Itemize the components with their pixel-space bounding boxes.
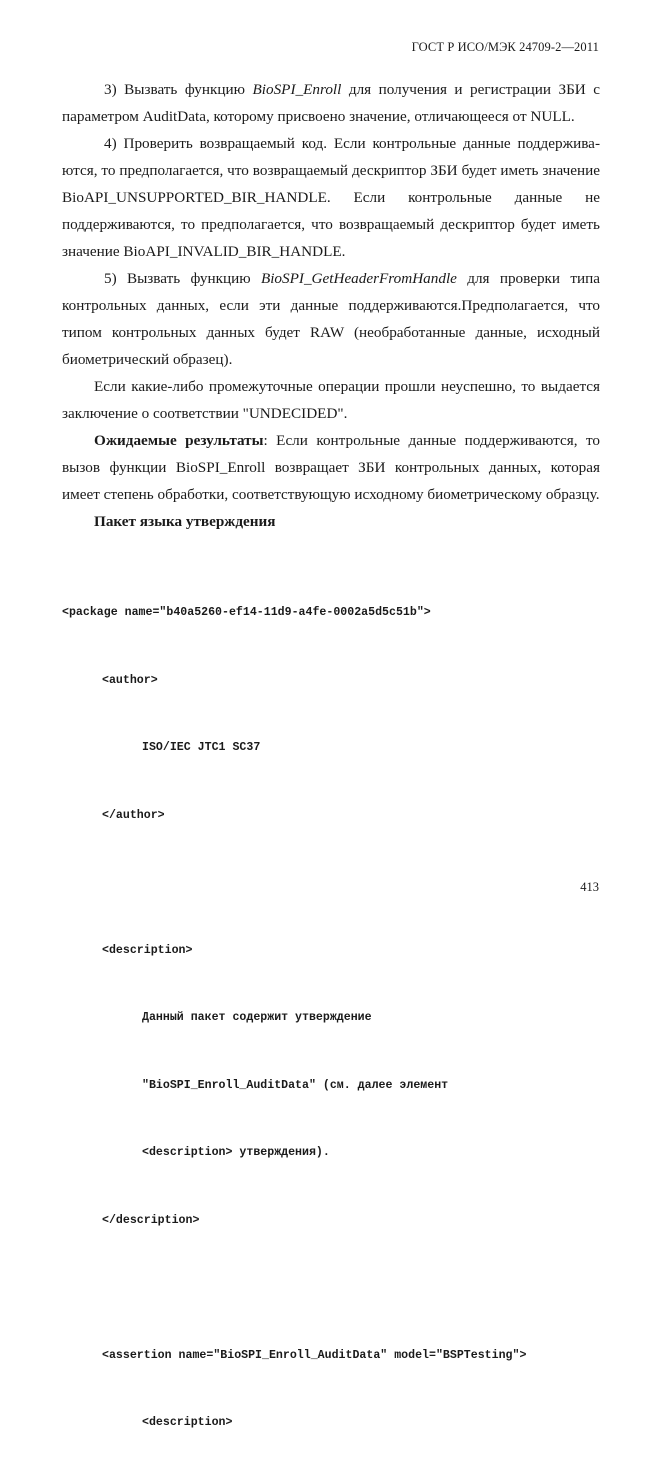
page-number: 413 xyxy=(580,880,599,894)
step-3-text-start: 3) Вызвать функцию xyxy=(104,81,253,98)
section-heading: Пакет языка утверждения xyxy=(94,513,276,530)
code-line: <assertion name="BioSPI_Enroll_AuditData" model="BSPTesting"> xyxy=(102,1348,527,1362)
code-line: <description> утверждения). xyxy=(142,1146,330,1159)
code-line: <author> xyxy=(102,673,158,687)
paragraph-step-4: 4) Проверить возвращаемый код. Если контрольные данные поддерживаются, то предполагается, что возвращаемый дескриптор ЗБИ будет иметь значение BioAPI_UNSUPPORTED_BIR_HANDLE. Если контрольные данные не поддерживаются, то предполагается, что возвращаемый дескриптор будет иметь значение BioAPI_INVALID_BIR_HANDLE. xyxy=(62,135,600,260)
paragraph-step-5 xyxy=(62,265,600,373)
code-listing xyxy=(62,557,526,1457)
code-line: <description> xyxy=(142,1416,233,1429)
body-text xyxy=(62,76,600,535)
code-line: Данный пакет содержит утверждение xyxy=(142,1011,372,1024)
step-5-text-end: для проверки типа контрольных данных, если эти данные поддерживаются.Предполагается, что типом контрольных данных будет RAW (необработанные данные, исходный биометрический образец). xyxy=(62,270,600,368)
step-5-text-start: 5) Вызвать функцию xyxy=(104,270,261,287)
step-3-text-end: для получения и регистрации ЗБИ с параметром AuditData, которому присвоено значение, отличающееся от NULL. xyxy=(62,81,600,125)
running-header: ГОСТ Р ИСО/МЭК 24709-2—2011 xyxy=(411,40,599,54)
code-blank-line xyxy=(62,872,526,895)
code-line: "BioSPI_Enroll_AuditData" (см. далее элемент xyxy=(142,1078,449,1092)
function-name-get-header: BioSPI_GetHeaderFromHandle xyxy=(260,270,457,287)
code-line: </description> xyxy=(102,1213,200,1227)
paragraph-undecided: Если какие-либо промежуточные операции прошли неуспешно, то выдается заключение о соответствии "UNDECIDED". xyxy=(62,378,600,422)
function-name-enroll: BioSPI_Enroll xyxy=(252,81,342,98)
expected-results-label: Ожидаемые результаты xyxy=(94,432,264,449)
code-line: <description> xyxy=(102,943,193,957)
code-blank-line xyxy=(62,1277,526,1300)
code-line: <package name="b40a5260-ef14-11d9-a4fe-0002a5d5c51b"> xyxy=(62,606,431,619)
code-line: ISO/IEC JTC1 SC37 xyxy=(142,741,261,754)
paragraph-step-3 xyxy=(62,76,600,130)
paragraph-expected-results xyxy=(62,427,600,508)
expected-results-text: : Если контрольные данные поддерживаются, то вызов функции BioSPI_Enroll возвращает ЗБИ контрольных данных, которая имеет степень обработки, соответствующую исходному биометрическому образцу. xyxy=(62,432,600,503)
code-line: </author> xyxy=(102,808,165,822)
